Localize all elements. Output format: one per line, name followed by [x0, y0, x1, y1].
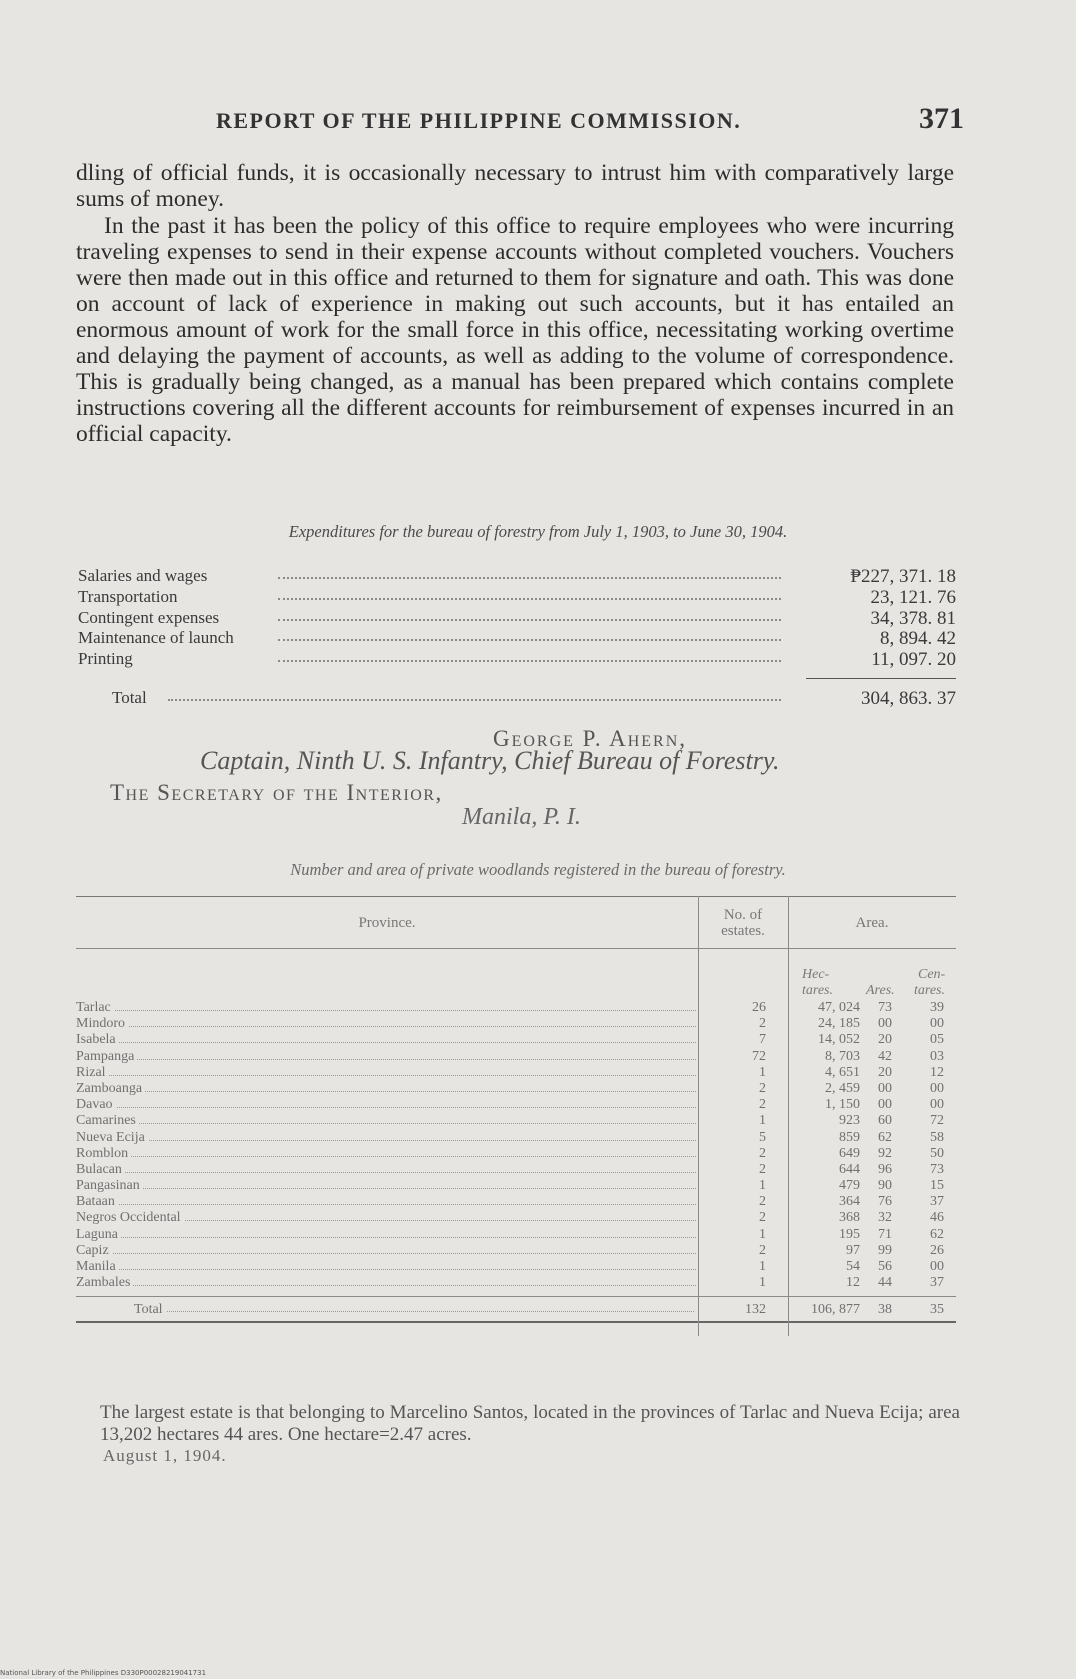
expenditure-value: ₱227, 371. 18 [850, 566, 956, 587]
running-title: REPORT OF THE PHILIPPINE COMMISSION. [216, 108, 742, 133]
centares-cell: 00 [930, 1016, 944, 1032]
estates-cell: 1 [759, 1178, 766, 1194]
province-cell: Nueva Ecija [76, 1130, 148, 1146]
table-row [76, 1016, 956, 1032]
estates-cell: 5 [759, 1129, 766, 1145]
province-cell: Camarines [76, 1113, 139, 1129]
table-row [76, 1227, 956, 1243]
table-row [76, 1081, 956, 1097]
expenditure-row [78, 587, 956, 608]
table-row [76, 1162, 956, 1178]
addressee-location: Manila, P. I. [462, 804, 581, 830]
ares-cell: 62 [878, 1129, 892, 1145]
page-header [210, 102, 970, 142]
paragraph-1: dling of official funds, it is occasionally necessary to intrust him with comparatively large sums of money. [76, 160, 954, 212]
hectares-cell: 644 [839, 1161, 860, 1177]
province-cell: Rizal [76, 1065, 109, 1081]
hectares-cell: 649 [839, 1145, 860, 1161]
province-cell: Mindoro [76, 1016, 128, 1032]
estates-cell: 2 [759, 1242, 766, 1258]
estates-cell: 2 [759, 1097, 766, 1113]
centares-cell: 00 [930, 1259, 944, 1274]
table-row [76, 1097, 956, 1113]
province-cell: Manila [76, 1259, 119, 1275]
hectares-cell: 859 [839, 1129, 860, 1145]
woodlands-total-row [76, 1301, 956, 1319]
total-label: Total [134, 1301, 166, 1319]
expenditure-label: Transportation [78, 586, 178, 606]
hectares-cell: 12 [846, 1275, 860, 1291]
centares-cell: 50 [930, 1145, 944, 1161]
estates-cell: 1 [759, 1275, 766, 1291]
province-cell: Pampanga [76, 1049, 137, 1065]
centares-cell: 12 [930, 1064, 944, 1080]
table-row [76, 1113, 956, 1129]
centares-cell: 03 [930, 1048, 944, 1064]
province-cell: Davao [76, 1097, 116, 1113]
centares-cell: 00 [930, 1097, 944, 1113]
addressee: The Secretary of the Interior, [110, 780, 443, 805]
ares-cell: 90 [878, 1178, 892, 1194]
expenditure-row [78, 566, 956, 587]
area-header: Area. [855, 915, 889, 931]
expenditure-total-row [78, 688, 956, 710]
hectares-cell: 14, 052 [818, 1032, 860, 1048]
centares-cell: 72 [930, 1113, 944, 1129]
estates-cell: 2 [759, 1161, 766, 1177]
total-ares: 38 [878, 1302, 892, 1317]
ares-cell: 44 [878, 1275, 892, 1291]
signature-name: George P. Ahern, [492, 726, 688, 751]
expenditure-value: 23, 121. 76 [870, 586, 956, 608]
hectares-subheader-line1: Hec- [802, 967, 830, 982]
expenditure-total-value: 304, 863. 37 [861, 688, 956, 709]
province-cell: Capiz [76, 1243, 112, 1259]
expenditure-row [78, 649, 956, 670]
table-row [76, 1049, 956, 1065]
estates-cell: 2 [759, 1210, 766, 1226]
woodlands-table [76, 896, 956, 1336]
centares-cell: 00 [930, 1080, 944, 1096]
centares-cell: 58 [930, 1129, 944, 1145]
ares-cell: 32 [878, 1210, 892, 1226]
estates-cell: 1 [759, 1113, 766, 1129]
ares-cell: 99 [878, 1242, 892, 1258]
centares-cell: 26 [930, 1242, 944, 1258]
ares-cell: 92 [878, 1145, 892, 1161]
paragraph-2: In the past it has been the policy of this office to require employees who were incurring traveling expenses to send in their expense accounts without completed vouchers. Vouchers were then made out in this office and returned to them for signature and oath. This was done on account of lack of experience in making out such accounts, but it has entailed an enormous amount of work for the small force in this office, necessitating working overtime and delaying the payment of accounts, as well as adding to the volume of correspondence. This is gradually being changed, as a manual has been prepared which contains complete instructions covering all the different accounts for reimbursement of expenses incurred in an official capacity. [76, 213, 954, 447]
ares-subheader: Ares. [866, 983, 895, 998]
province-cell: Romblon [76, 1146, 131, 1162]
centares-cell: 37 [930, 1275, 944, 1291]
ares-cell: 76 [878, 1194, 892, 1210]
table-row [76, 1146, 956, 1162]
expenditure-value: 34, 378. 81 [870, 607, 956, 629]
centares-cell: 15 [930, 1178, 944, 1194]
hectares-cell: 923 [839, 1113, 860, 1129]
estates-cell: 2 [759, 1194, 766, 1210]
ares-cell: 96 [878, 1161, 892, 1177]
table-row [76, 1243, 956, 1259]
hectares-cell: 479 [839, 1178, 860, 1194]
hectares-cell: 2, 459 [825, 1080, 860, 1096]
province-cell: Zambales [76, 1275, 133, 1291]
expenditure-row [78, 628, 956, 649]
estates-cell: 72 [752, 1048, 766, 1064]
expenditure-value: 11, 097. 20 [871, 649, 956, 671]
total-rule [806, 678, 956, 679]
ares-cell: 56 [878, 1259, 892, 1274]
table-row [76, 1259, 956, 1275]
estates-header-line1: No. of [723, 907, 763, 923]
page-number: 371 [919, 102, 964, 135]
province-cell: Isabela [76, 1032, 119, 1048]
estates-cell: 1 [759, 1226, 766, 1242]
table-row [76, 1032, 956, 1048]
expenditures-caption: Expenditures for the bureau of forestry from July 1, 1903, to June 30, 1904. [288, 522, 788, 541]
table-row [76, 1194, 956, 1210]
ares-cell: 00 [878, 1016, 892, 1032]
total-estates: 132 [745, 1302, 766, 1317]
hectares-subheader-line2: tares. [802, 983, 833, 998]
estates-cell: 1 [759, 1064, 766, 1080]
hectares-cell: 8, 703 [825, 1048, 860, 1064]
hectares-cell: 47, 024 [818, 1000, 860, 1015]
ares-cell: 20 [878, 1032, 892, 1048]
province-cell: Tarlac [76, 1000, 114, 1016]
table-row [76, 1210, 956, 1226]
centares-cell: 37 [930, 1194, 944, 1210]
hectares-cell: 1, 150 [825, 1097, 860, 1113]
province-cell: Negros Occidental [76, 1210, 184, 1226]
hectares-cell: 195 [839, 1226, 860, 1242]
ares-cell: 60 [878, 1113, 892, 1129]
expenditure-label: Contingent expenses [78, 607, 220, 627]
expenditure-label: Salaries and wages [78, 566, 208, 585]
province-cell: Laguna [76, 1227, 121, 1243]
ares-cell: 20 [878, 1064, 892, 1080]
hectares-cell: 368 [839, 1210, 860, 1226]
estates-cell: 2 [759, 1080, 766, 1096]
scan-footer: National Library of the Philippines D330P00028219041731 [0, 1669, 207, 1677]
hectares-cell: 24, 185 [818, 1016, 860, 1032]
table-row [76, 1000, 956, 1016]
signature-title: Captain, Ninth U. S. Infantry, Chief Bureau of Forestry. [200, 746, 780, 775]
table-row [76, 1130, 956, 1146]
centares-cell: 05 [930, 1032, 944, 1048]
estates-cell: 1 [759, 1259, 766, 1274]
estates-header-line2: estates. [721, 923, 765, 939]
expenditure-total-label: Total [112, 688, 147, 707]
province-cell: Bataan [76, 1194, 118, 1210]
centares-cell: 73 [930, 1161, 944, 1177]
total-hectares: 106, 877 [811, 1302, 860, 1317]
province-header: Province. [358, 915, 416, 931]
table-row [76, 1065, 956, 1081]
estates-cell: 7 [759, 1032, 766, 1048]
expenditure-value: 8, 894. 42 [880, 628, 956, 650]
report-date: August 1, 1904. [103, 1446, 227, 1465]
table-row [76, 1275, 956, 1291]
footnote: The largest estate is that belonging to Marcelino Santos, located in the provinces of Tarlac and Nueva Ecija; area 13,202 hectares 44 ares. One hectare=2.47 acres. [100, 1402, 960, 1445]
province-cell: Bulacan [76, 1162, 125, 1178]
centares-cell: 39 [930, 1000, 944, 1015]
hectares-cell: 97 [846, 1242, 860, 1258]
expenditure-label: Printing [78, 649, 133, 669]
province-cell: Zamboanga [76, 1081, 145, 1097]
estates-cell: 26 [752, 1000, 766, 1015]
centares-cell: 46 [930, 1210, 944, 1226]
hectares-cell: 54 [846, 1259, 860, 1274]
woodlands-caption: Number and area of private woodlands registered in the bureau of forestry. [290, 860, 786, 879]
expenditures-table [78, 566, 956, 709]
hectares-cell: 4, 651 [825, 1064, 860, 1080]
expenditure-row [78, 608, 956, 629]
total-centares: 35 [930, 1302, 944, 1317]
estates-cell: 2 [759, 1016, 766, 1032]
ares-cell: 73 [878, 1000, 892, 1015]
centares-subheader-line2: tares. [914, 983, 945, 998]
centares-cell: 62 [930, 1226, 944, 1242]
ares-cell: 00 [878, 1097, 892, 1113]
ares-cell: 00 [878, 1080, 892, 1096]
hectares-cell: 364 [839, 1194, 860, 1210]
province-cell: Pangasinan [76, 1178, 143, 1194]
expenditure-label: Maintenance of launch [78, 628, 234, 648]
ares-cell: 42 [878, 1048, 892, 1064]
table-row [76, 1178, 956, 1194]
woodlands-rows [76, 1000, 956, 1291]
centares-subheader-line1: Cen- [918, 967, 946, 982]
estates-cell: 2 [759, 1145, 766, 1161]
ares-cell: 71 [878, 1226, 892, 1242]
